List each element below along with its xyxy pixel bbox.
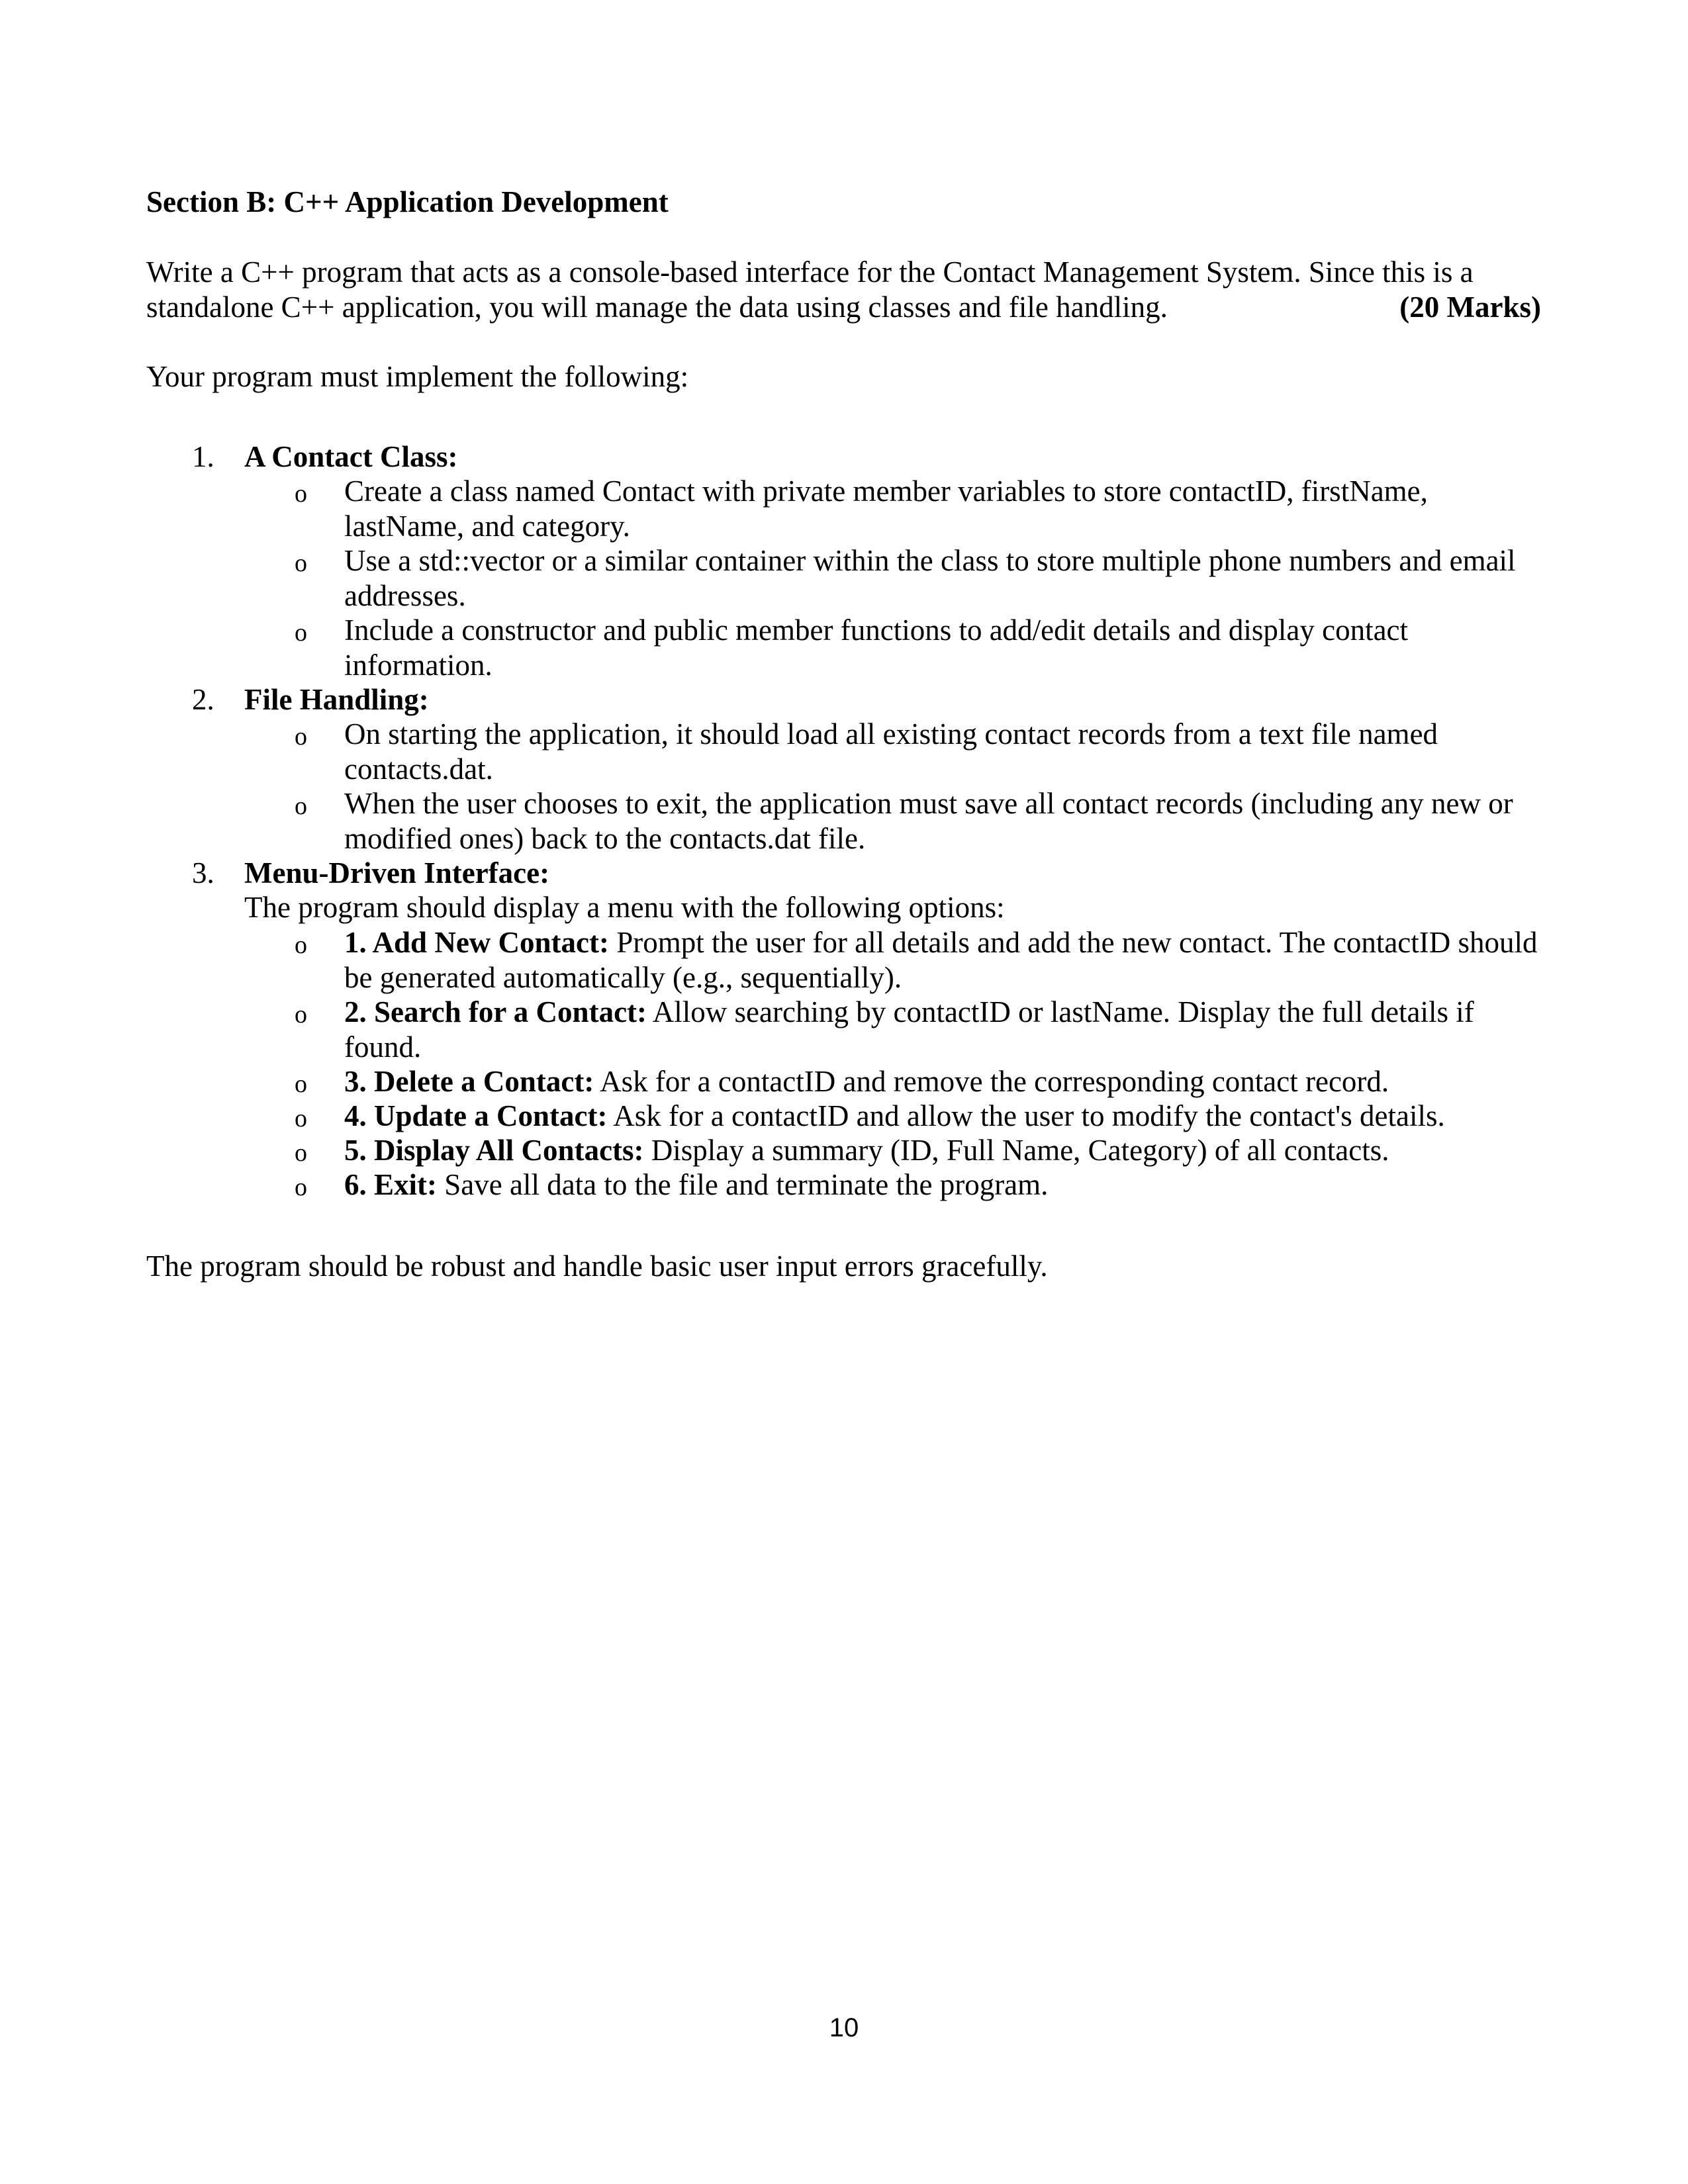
intro-line-2-row <box>146 290 1541 325</box>
item-1-bullet-1-marker: o <box>295 480 307 508</box>
item-2-bullet-1-marker: o <box>295 723 307 751</box>
item-3-number: 3. <box>192 856 214 889</box>
intro-line-2: standalone C++ application, you will manage the data using classes and file handling. <box>146 290 1168 324</box>
item-2-bullet-1-text: On starting the application, it should load all existing contact records from a text file named contacts.dat. <box>344 717 1438 786</box>
option-6-marker: o <box>295 1173 307 1201</box>
option-5-text: Display a summary (ID, Full Name, Category) of all contacts. <box>651 1134 1389 1167</box>
option-3-label: 3. Delete a Contact: <box>344 1065 594 1098</box>
option-4-text: Ask for a contactID and allow the user to modify the contact's details. <box>613 1099 1445 1132</box>
item-1-bullet-2-marker: o <box>295 549 307 577</box>
item-1-bullet-1-text: Create a class named Contact with private member variables to store contactID, firstName, lastName, and category. <box>344 475 1428 543</box>
lead-in: Your program must implement the following: <box>146 360 689 393</box>
item-1-bullet-3-marker: o <box>295 619 307 647</box>
marks-label: (20 Marks) <box>1399 290 1541 324</box>
option-3 <box>344 1064 1549 1099</box>
item-2-number: 2. <box>192 683 214 716</box>
item-2-bullet-2-text: When the user chooses to exit, the application must save all contact records (including any new or modified ones) back to the contacts.dat file. <box>344 787 1513 855</box>
option-6-text: Save all data to the file and terminate the program. <box>444 1168 1049 1201</box>
option-4-label: 4. Update a Contact: <box>344 1099 608 1132</box>
page-number: 10 <box>829 2013 859 2042</box>
option-2 <box>344 995 1549 1064</box>
option-5-marker: o <box>295 1139 307 1167</box>
option-2-label: 2. Search for a Contact: <box>344 995 647 1028</box>
option-4 <box>344 1099 1549 1134</box>
option-5-label: 5. Display All Contacts: <box>344 1134 644 1167</box>
option-3-text: Ask for a contactID and remove the corresponding contact record. <box>600 1065 1389 1098</box>
option-1-marker: o <box>295 931 307 959</box>
option-3-marker: o <box>295 1070 307 1098</box>
item-1-number: 1. <box>192 440 214 473</box>
option-1-text: Prompt the user for all details and add the new contact. The contactID should be generated automatically (e.g., sequentially). <box>344 926 1538 994</box>
item-1-bullet-2-text: Use a std::vector or a similar container within the class to store multiple phone numbers and email addresses. <box>344 544 1516 612</box>
option-6-label: 6. Exit: <box>344 1168 437 1201</box>
option-4-marker: o <box>295 1105 307 1132</box>
item-2-heading: File Handling: <box>244 683 429 716</box>
closing-paragraph: The program should be robust and handle basic user input errors gracefully. <box>146 1250 1048 1283</box>
item-2-bullet-2-marker: o <box>295 792 307 820</box>
option-2-marker: o <box>295 1001 307 1028</box>
item-3-description: The program should display a menu with the following options: <box>244 891 1005 924</box>
item-1-bullet-3-text: Include a constructor and public member functions to add/edit details and display contact information. <box>344 614 1409 682</box>
option-2-text: Allow searching by contactID or lastName. Display the full details if found. <box>344 995 1474 1064</box>
option-1 <box>344 925 1549 995</box>
intro-paragraph <box>146 255 1541 324</box>
option-1-label: 1. Add New Contact: <box>344 926 609 959</box>
option-5 <box>344 1133 1549 1168</box>
intro-line-1: Write a C++ program that acts as a console-based interface for the Contact Management System. Since this is a <box>146 255 1474 289</box>
option-6 <box>344 1167 1549 1203</box>
section-title: Section B: C++ Application Development <box>146 185 669 218</box>
item-1-heading: A Contact Class: <box>244 440 458 473</box>
item-3-heading: Menu-Driven Interface: <box>244 856 550 889</box>
